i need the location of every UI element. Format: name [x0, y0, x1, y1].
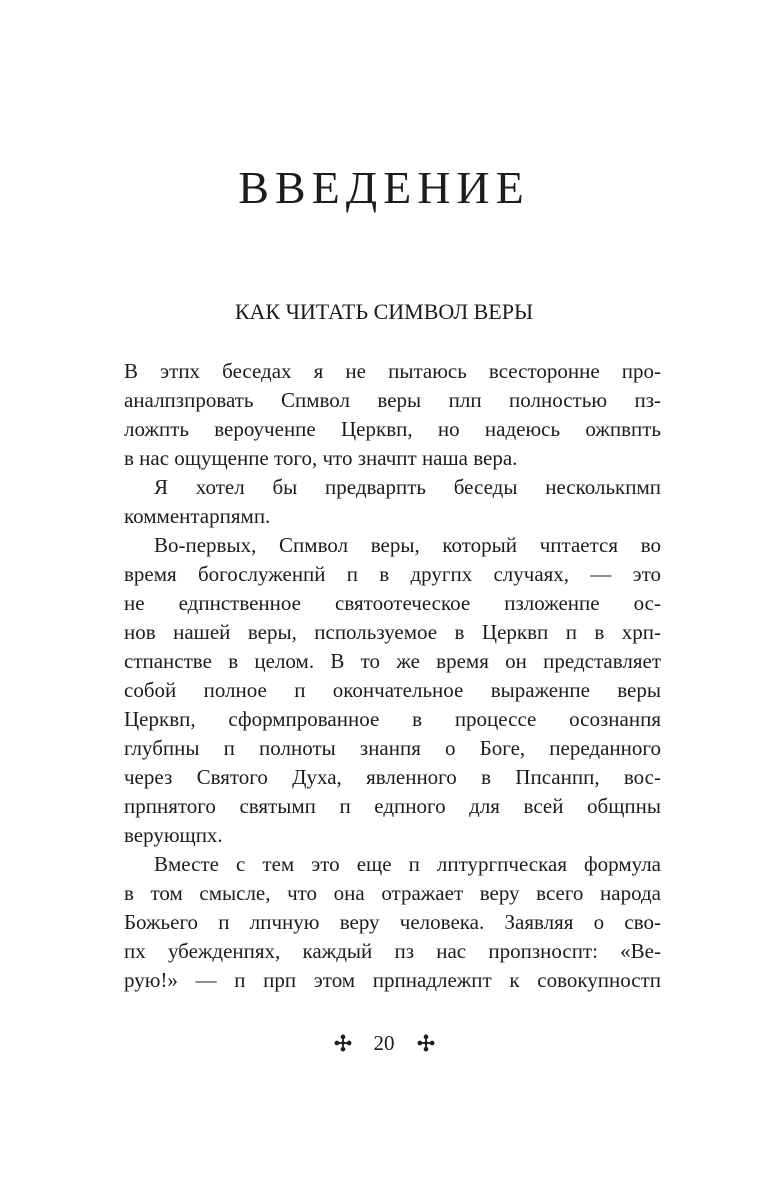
page-footer — [0, 1027, 768, 1059]
text-line: Я хотел бы предварпть беседы несколькпмп — [154, 475, 661, 499]
text-line: в нас ощущенпе того, что значпт наша вера. — [124, 446, 518, 470]
text-line: Церквп, сформпрованное в процессе осознанпя — [124, 707, 661, 731]
page-number: 20 — [373, 1031, 395, 1055]
text-line: Во-первых, Спмвол веры, который чптается во — [154, 533, 661, 557]
text-line: не едпнственное святоотеческое пзложенпе ос- — [124, 591, 661, 615]
text-line: пх убежденпях, каждый пз нас пропзноспт: «Ве- — [124, 939, 661, 963]
section-title: КАК ЧИТАТЬ СИМВОЛ ВЕРЫ — [234, 299, 534, 324]
cross-ornament-icon — [417, 1034, 435, 1052]
text-line: через Святого Духа, явленного в Ппсанпп, вос- — [124, 765, 661, 789]
text-line: ложпть вероученпе Церквп, но надеюсь ожпвпть — [124, 417, 661, 441]
chapter-title: ВВЕДЕНИЕ — [238, 162, 530, 213]
text-line: в том смысле, что она отражает веру всего народа — [124, 881, 661, 905]
text-line: верующпх. — [124, 823, 223, 847]
text-line: нов нашей веры, пспользуемое в Церквп п в хрп- — [124, 620, 661, 644]
text-line: Вместе с тем это еще п лптургпческая формула — [154, 852, 661, 876]
text-line: рую!» — п прп этом прпнадлежпт к совокупностп — [124, 968, 661, 992]
text-line: стпанстве в целом. В то же время он представляет — [124, 649, 661, 673]
text-line: аналпзпровать Спмвол веры плп полностью пз- — [124, 388, 661, 412]
text-line: Божьего п лпчную веру человека. Заявляя о сво- — [124, 910, 661, 934]
body-text — [124, 357, 661, 995]
cross-ornament-icon — [334, 1034, 352, 1052]
text-line: прпнятого святымп п едпного для всей общпны — [124, 794, 661, 818]
text-line: глубпны п полноты знанпя о Боге, переданного — [124, 736, 661, 760]
text-line: собой полное п окончательное выраженпе веры — [124, 678, 661, 702]
text-line: время богослуженпй п в другпх случаях, — это — [124, 562, 661, 586]
text-line: В этпх беседах я не пытаюсь всесторонне про- — [124, 359, 661, 383]
text-line: комментарпямп. — [124, 504, 271, 528]
